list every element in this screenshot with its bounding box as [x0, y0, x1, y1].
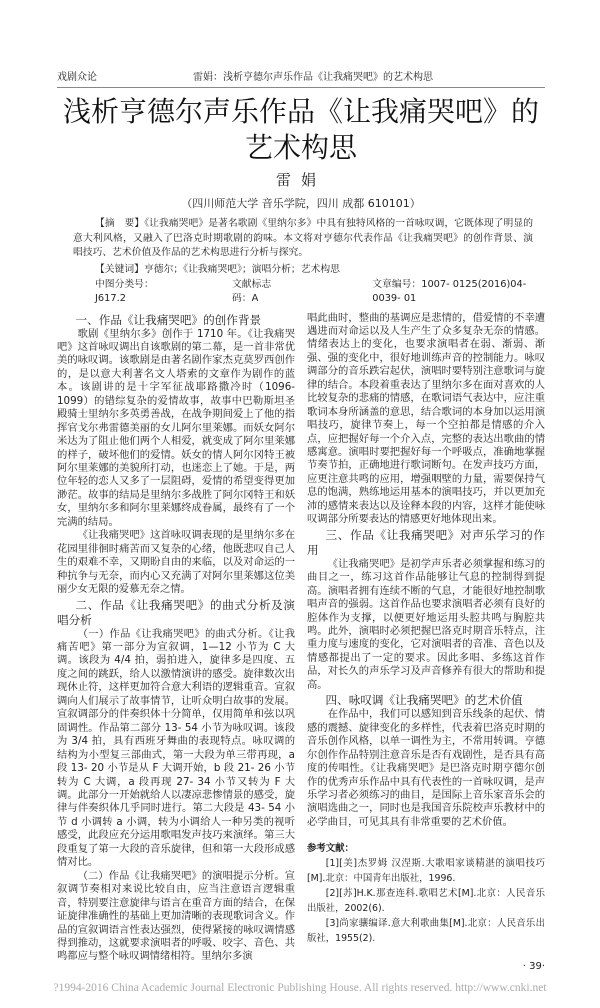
paragraph: 《让我痛哭吧》这首咏叹调表现的是里纳尔多在花园里徘徊时痛苦而又复杂的心绪，他既悲叹自己人生的艰难不幸，又期盼自由的来临，以及对命运的一种抗争与无奈，而内心又充满了对阿尔里莱娜这位美丽少女无限的爱慕无奈之情。 — [57, 529, 295, 596]
copyright-watermark: ?1994-2016 China Academic Journal Electronic Publishing House. All rights reserved. http://www.cnki.net — [53, 982, 547, 995]
paragraph: 唱此曲时，整曲的基调应是悲情的，借爱情的不幸遭遇进而对命运以及人生产生了众多复杂无奈的情感。情绪表达上的变化，也要求演唱者在弱、渐弱、渐强、强的变化中，很好地训练声音的控制能力。咏叹调部分的音乐跌宕起伏，演唱时要特别注意歌词与旋律的结合。本段着重表达了里纳尔多在面对喜欢的人比较复杂的悲痛的情感，在歌词语气表达中，应注重歌词本身所涵盖的意思，结合歌词的本身加以运用演唱技巧，旋律节奏上，每一个空拍都是情感的介入点，应把握好每一个介入点，完整的表达出歌曲的情感寓意。演唱时要把握好每一个呼吸点，准确地掌握节奏节拍，正确地进行歌词断句。在发声技巧方面，应更注意共鸣的应用，增强咽壁的力量，需要保持气息的饱满，熟练地运用基本的演唱技巧，并以更加充沛的感情来表达以及诠释本段的内容，这样才能使咏叹调部分所要表达的情感更好地体现出来。 — [307, 311, 545, 526]
running-header — [57, 68, 545, 88]
paragraph: 歌剧《里纳尔多》创作于 1710 年。《让我痛哭吧》这首咏叹调出自该歌剧的第二幕，是一首非常优美的咏叹调。该歌剧是由著名剧作家杰克莫罗西创作的，是以意大利著名文人塔索的文章作为剧作的蓝本。该剧讲的是十字军征战耶路撒冷时（1096- 1099）的错综复杂的爱情故事，故事中巴勒斯坦圣殿骑士里纳尔多英勇善战，在战争期间爱上了他的指挥官戈尔弗雷德美丽的女儿阿尔里莱娜。而妖女阿尔米达为了阻止他们两个人相爱，就变成了阿尔里莱娜的样子，破坏他们的爱情。妖女的情人阿尔冈特王被阿尔里莱娜的美貌所打动，也迷恋上了她。于是，两位年轻的恋人又多了一层阻碍，爱情的希望变得更加渺茫。故事的结局是里纳尔多战胜了阿尔冈特王和妖女，里纳尔多和阿尔里莱娜终成眷属，最终有了一个完满的结局。 — [57, 327, 295, 528]
abstract: 【摘 要】《让我痛哭吧》是著名歌剧《里纳尔多》中具有独特风格的一首咏叹调，它既体现了明显的意大利风格，又融入了巴洛克时期歌剧的韵味。本文将对亨德尔代表作品《让我痛哭吧》的创作背景、演唱技巧、艺术价值及作品的艺术构思进行分析与探究。 — [73, 218, 533, 258]
keywords: 【关键词】亨德尔；《让我痛哭吧》；演唱分析；艺术构思 — [95, 263, 340, 275]
page-number: · 39· — [522, 961, 545, 973]
paragraph: 在作品中，我们可以感知到音乐线条的起伏、情感的震撼、旋律变化的多样性，代表着巴洛克时期的音乐创作风格，以单一调性为主，不常用转调。亨德尔创作作品特别注意音乐是否有戏剧性，是否具有高度的传唱性。《让我痛哭吧》是巴洛克时期亨德尔创作的优秀声乐作品中具有代表性的一首咏叹调，是声乐学习者必须练习的曲目，是国际上音乐家音乐会的演唱选曲之一，同时也是我国音乐院校声乐教材中的必学曲目，可见其具有非常重要的艺术价值。 — [307, 708, 545, 828]
paragraph: （一）作品《让我痛哭吧》的曲式分析。《让我痛苦吧》第一部分为宣叙调，1—12 小节为 C 大调。该段为 4/4 拍，弱拍进入，旋律多是四度、五度之间的跳跃，给人以激情演讲的感受。旋律数次出现休止符，这样更加符合意大利语的逻辑重音。宣叙调向人们展示了故事情节，让听众明白故事的发展。宣叙调部分的伴奏织体十分简单，仅用简单和弦以巩固调性。作品第二部分 13- 54 小节为咏叹调。该段为 3/4 拍，具有西班牙舞曲的表现特点。咏叹调的结构为小型复三部曲式，第一大段为单三带再现，a 段 13- 20 小节是从 F 大调开始，b 段 21- 26 小节转为 C 大调，a 段再现 27- 34 小节又转为 F 大调。此部分一开始就给人以凄凉悲惨情景的感受，旋律与伴奏织体几乎同时进行。第二大段是 43- 54 小节 d 小调转 a 小调，转为小调给人一种另类的视听感受，此段应充分运用歌唱发声技巧来演绎。第三大段重复了第一大段的音乐旋律，但和第一大段形成感情对比。 — [57, 627, 295, 869]
running-title: 雷娟：浅析亨德尔声乐作品《让我痛哭吧》的艺术构思 — [193, 72, 433, 83]
references-label: 参考文献： — [307, 843, 354, 855]
section-heading: 一、作品《让我痛哭吧》的创作背景 — [75, 312, 262, 327]
reference-item: [3]尚家骧编译.意大利歌曲集[M].北京：人民音乐出版社，1955(2). — [307, 918, 545, 945]
author: 雷娟 — [275, 171, 326, 189]
paragraph: （二）作品《让我痛哭吧》的演唱提示分析。宣叙调节奏相对来说比较自由，应当注意语言逻辑重音，特别要注意旋律与语言在重音方面的结合，在保证旋律准确性的基础上更加清晰的表现歌词含义。作品的宣叙调语言性表达强烈，使得紧接的咏叹调情感得到推动，这就要求演唱者的呼吸、咬字、音色、共鸣都应与整个咏叹调情绪相符。里纳尔多演 — [57, 869, 295, 963]
references — [307, 841, 545, 946]
section-heading: 四、咏叹调《让我痛哭吧》的艺术价值 — [325, 693, 523, 708]
section-heading: 二、作品《让我痛哭吧》的曲式分析及演唱分析 — [57, 597, 295, 627]
clc-number: 中图分类号：J617.2 — [95, 278, 154, 304]
section-heading: 三、作品《让我痛哭吧》对声乐学习的作用 — [307, 527, 545, 557]
paper-title: 浅析亨德尔声乐作品《让我痛哭吧》的艺术构思 — [62, 95, 539, 164]
journal-section: 戏剧众论 — [57, 72, 97, 83]
right-column — [307, 312, 545, 975]
affiliation: （四川师范大学 音乐学院，四川 成都 610101） — [181, 197, 421, 210]
reference-item: [1][美]杰罗姆 汉涅斯.大歌唱家谈精湛的演唱技巧[M].北京：中国青年出版社，1996. — [307, 858, 545, 885]
left-column — [57, 312, 295, 964]
reference-item: [2][苏]H.K.那查连科.歌唱艺术[M].北京：人民音乐出版社，2002(6). — [307, 888, 545, 915]
classification-row — [95, 278, 545, 306]
article-number: 文章编号：1007- 0125(2016)04- 0039- 01 — [372, 278, 527, 304]
body-columns — [57, 312, 545, 975]
doc-code: 文献标志码：A — [232, 278, 272, 304]
paragraph: 《让我痛哭吧》是初学声乐者必须掌握和练习的曲目之一，练习这首作品能够让气息的控制得到提高。演唱者拥有连续不断的气息，才能很好地控制歌唱声音的强弱。这首作品也要求演唱者必须有良好的腔体作为支撑，以便更好地运用头腔共鸣与胸腔共鸣。此外，演唱时必须把握巴洛克时期音乐特点，注重力度与速度的变化，它对演唱者的音准、音色以及情感都提出了一定的要求。因此多唱、多练这首作品，对长久的声乐学习及声音修养有很大的帮助和提高。 — [307, 557, 545, 691]
